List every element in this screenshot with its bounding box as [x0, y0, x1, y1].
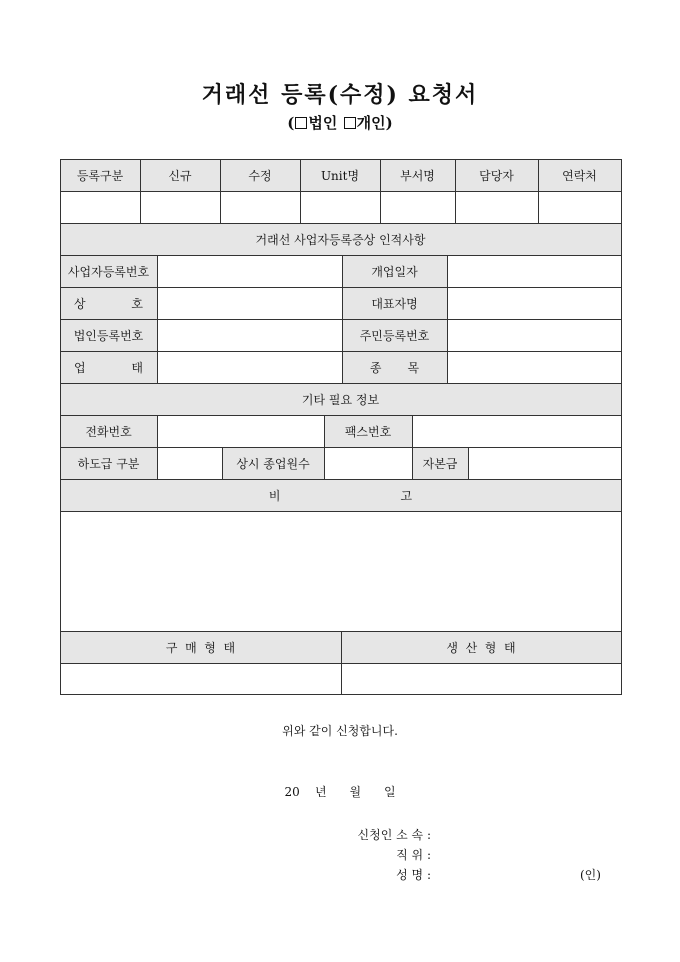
header-modify: 수정: [248, 168, 272, 183]
employees-field[interactable]: [324, 447, 412, 479]
business-type-field[interactable]: [157, 351, 342, 383]
individual-checkbox[interactable]: [344, 117, 356, 129]
corporate-label: 법인: [308, 114, 338, 132]
company-name-label: [60, 287, 157, 319]
remarks-header-a: 비: [268, 488, 281, 503]
ceo-name-field[interactable]: [447, 287, 621, 319]
header-registration-type: 등록구분: [76, 168, 124, 183]
declaration-text: 위와 같이 신청합니다.: [282, 724, 398, 738]
business-item-label-a: 종: [369, 360, 382, 375]
capital-field[interactable]: [468, 447, 621, 479]
date-line: 20 년 월 일: [284, 785, 396, 799]
subcontract-label: 하도급 구분: [77, 456, 140, 471]
department-field[interactable]: [380, 191, 455, 223]
corp-reg-number-field[interactable]: [157, 319, 342, 351]
corp-reg-number-label: 법인등록번호: [73, 328, 144, 343]
opening-date-label: 개업일자: [371, 264, 418, 279]
header-contact: 연락처: [562, 168, 597, 183]
employees-label: 상시 종업원수: [236, 456, 310, 471]
resident-reg-number-label: 주민등록번호: [359, 328, 430, 343]
company-name-label-a: 상: [74, 296, 86, 311]
unit-name-field[interactable]: [300, 191, 380, 223]
modify-field[interactable]: [220, 191, 300, 223]
business-reg-number-field[interactable]: [157, 255, 342, 287]
business-type-label-b: 태: [131, 360, 143, 375]
remarks-header: [60, 479, 621, 511]
seal-mark: (인): [580, 868, 601, 882]
individual-label: 개인: [356, 114, 386, 132]
applicant-dept-label: 신청인 소 속 :: [357, 828, 431, 842]
manager-field[interactable]: [455, 191, 538, 223]
production-type-label: 생 산 형 태: [446, 640, 516, 655]
company-name-label-b: 호: [131, 296, 143, 311]
company-name-field[interactable]: [157, 287, 342, 319]
header-department: 부서명: [400, 168, 435, 183]
phone-label: 전화번호: [85, 424, 132, 439]
resident-reg-number-field[interactable]: [447, 319, 621, 351]
applicant-position-label: 직 위 :: [396, 848, 431, 862]
opening-date-field[interactable]: [447, 255, 621, 287]
subcontract-field[interactable]: [157, 447, 222, 479]
header-unit-name: Unit명: [320, 168, 360, 183]
cert-section-title: 거래선 사업자등록증상 인적사항: [255, 232, 426, 247]
fax-label: 팩스번호: [344, 424, 392, 439]
remarks-header-b: 고: [400, 488, 413, 503]
applicant-name-label: 성 명 :: [396, 868, 431, 882]
business-item-label: [342, 351, 447, 383]
business-reg-number-label: 사업자등록번호: [67, 264, 150, 279]
business-item-field[interactable]: [447, 351, 621, 383]
business-type-label: [60, 351, 157, 383]
purchase-type-label: 구 매 형 태: [165, 640, 236, 655]
business-type-label-a: 업: [74, 360, 86, 375]
remarks-field[interactable]: [60, 511, 621, 631]
capital-label: 자본금: [422, 456, 458, 471]
document-subtitle: ( 법인 개인): [287, 114, 393, 132]
header-new: 신규: [168, 168, 192, 183]
registration-type-field[interactable]: [60, 191, 140, 223]
corporate-checkbox[interactable]: [295, 117, 307, 129]
other-section-title: 기타 필요 정보: [301, 392, 380, 407]
purchase-type-field[interactable]: [60, 663, 341, 695]
fax-field[interactable]: [412, 415, 621, 447]
document-title: 거래선 등록(수정) 요청서: [201, 82, 479, 108]
production-type-field[interactable]: [341, 663, 621, 695]
contact-field[interactable]: [538, 191, 621, 223]
ceo-name-label: 대표자명: [371, 296, 418, 311]
business-item-label-b: 목: [407, 360, 420, 375]
new-field[interactable]: [140, 191, 220, 223]
phone-field[interactable]: [157, 415, 324, 447]
header-manager: 담당자: [479, 168, 514, 183]
